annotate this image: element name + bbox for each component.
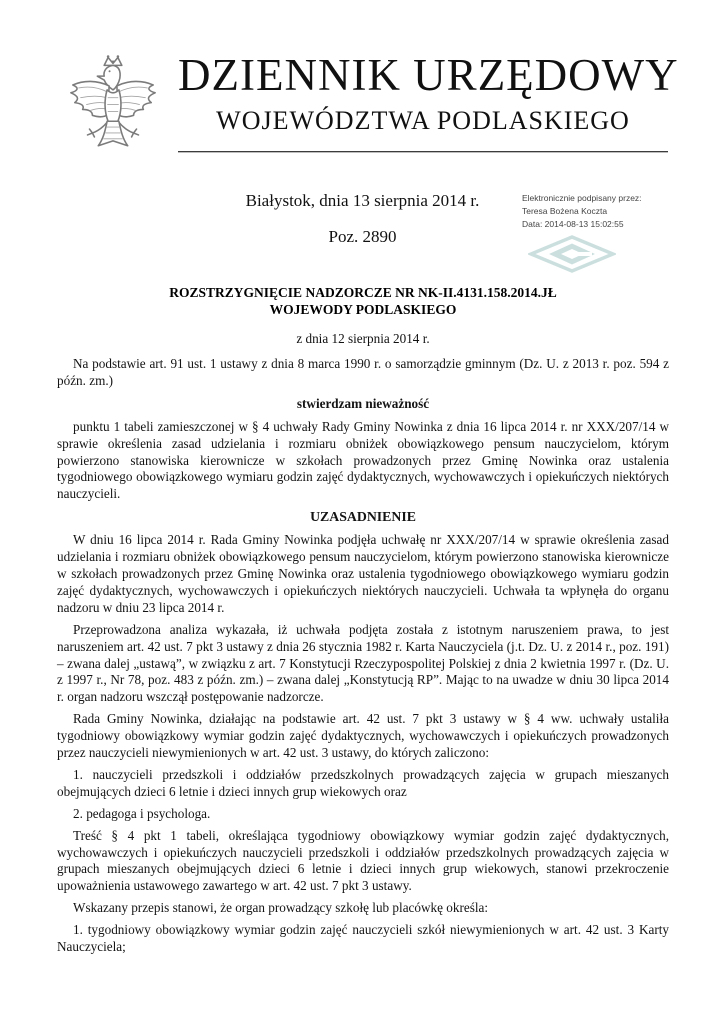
act-date-line: z dnia 12 sierpnia 2014 r. bbox=[296, 331, 430, 346]
esignature-caption: Elektronicznie podpisany przez: bbox=[522, 193, 642, 203]
position-number: Poz. 2890 bbox=[328, 227, 397, 246]
masthead-rule bbox=[178, 151, 668, 153]
journal-subtitle: WOJEWÓDZTWA PODLASKIEGO bbox=[216, 106, 630, 136]
esignature-signer: Teresa Bożena Koczta bbox=[522, 206, 608, 217]
justification-paragraph-2: Przeprowadzona analiza wykazała, iż uchwała podjęta została z istotnym naruszeniem prawa, to jest naruszeniem art. 42 ust. 7 pkt 3 ustawy z dnia 26 stycznia 1982 r. Karta Nauczyciela (j.t. Dz. U. z 2014 r., poz. 191) – zwana dalej „ustawą”, w związku z art. 7 Konstytucji Rzeczypospolitej Polskiej z dnia 2 kwietnia 1997 r. (Dz. U. z 1997 r., Nr 78, poz. 483 z późn. zm.) – zwana dalej „Konstytucją RP”. Mając to na uwadze w dniu 30 lipca 2014 r. organ nadzoru wszczął postępowanie nadzorcze. bbox=[57, 621, 669, 705]
document-body bbox=[57, 356, 669, 961]
legal-basis-paragraph: Na podstawie art. 91 ust. 1 ustawy z dnia 8 marca 1990 r. o samorządzie gminnym (Dz. U. z 2013 r. poz. 594 z późn. zm.) bbox=[57, 356, 669, 388]
justification-paragraph-5: Wskazany przepis stanowi, że organ prowadzący szkołę lub placówkę określa: bbox=[73, 900, 489, 916]
list-item-2: 2. pedagoga i psychologa. bbox=[73, 805, 211, 821]
esignature-block bbox=[522, 192, 672, 277]
ruling-scope-paragraph: punktu 1 tabeli zamieszczonej w § 4 uchwały Rady Gminy Nowinka z dnia 16 lipca 2014 r. nr XXX/207/14 w sprawie określenia zasad udzielania i rozmiaru obniżek obowiązkowego pensum nauczycielom, którym powierzono stanowiska kierownicze w szkołach prowadzonych przez Gminę Nowinka oraz ustalenia tygodniowego obowiązkowego wymiaru godzin zajęć dydaktycznych, wychowawczych i opiekuńczych niektórych nauczycieli. bbox=[57, 418, 669, 502]
act-title bbox=[57, 285, 669, 319]
list-item-1: 1. nauczycieli przedszkoli i oddziałów przedszkolnych prowadzących zajęcia w grupach mieszanych obejmujących dzieci 6 letnie i dzieci innych grup wiekowych oraz bbox=[57, 766, 669, 799]
masthead bbox=[178, 50, 679, 153]
place-date-line: Białystok, dnia 13 sierpnia 2014 r. bbox=[245, 191, 480, 210]
polish-eagle-emblem-icon bbox=[64, 50, 162, 166]
justification-heading: UZASADNIENIE bbox=[310, 509, 416, 525]
justification-paragraph-1: W dniu 16 lipca 2014 r. Rada Gminy Nowinka podjęła uchwałę nr XXX/207/14 w sprawie określenia zasad udzielania i rozmiaru obniżek obowiązkowego pensum nauczycielom, którym powierzono stanowiska kierownicze w szkołach prowadzonych przez Gminę Nowinka oraz ustalenia tygodniowego obowiązkowego wymiaru godzin zajęć dydaktycznych, wychowawczych i opiekuńczych niektórych nauczycieli. Uchwała ta wpłynęła do organu nadzoru w dniu 23 lipca 2014 r. bbox=[57, 532, 669, 615]
act-title-line2: WOJEWODY PODLASKIEGO bbox=[269, 301, 457, 317]
act-title-line1: ROZSTRZYGNIĘCIE NADZORCZE NR NK-II.4131.158.2014.JŁ bbox=[169, 285, 557, 300]
justification-paragraph-3: Rada Gminy Nowinka, działając na podstawie art. 42 ust. 7 pkt 3 ustawy w § 4 ww. uchwały ustaliła tygodniowy obowiązkowy wymiar godzin zajęć dydaktycznych, wychowawczych i opiekuńczych prowadzonych przez nauczycieli niewymienionych w art. 42 ust. 3 ustawy, do których zaliczono: bbox=[57, 711, 669, 761]
justification-paragraph-4: Treść § 4 pkt 1 tabeli, określająca tygodniowy obowiązkowy wymiar godzin zajęć dydaktycznych, wychowawczych i opiekuńczych nauczycieli przedszkoli i oddziałów przedszkolnych prowadzących zajęcia w grupach mieszanych obejmujących dzieci 6 letnie i dzieci innych grup wiekowych, stanowi przekroczenie upoważnienia ustawowego zawartego w art. 42 ust. 7 pkt 3 ustawy. bbox=[57, 827, 669, 894]
esignature-date: Data: 2014-08-13 15:02:55 bbox=[522, 219, 624, 230]
journal-title: DZIENNIK URZĘDOWY bbox=[178, 50, 679, 100]
ruling-heading: stwierdzam nieważność bbox=[296, 395, 430, 411]
list-item-3: 1. tygodniowy obowiązkowy wymiar godzin zajęć nauczycieli szkół niewymienionych w art. 42 ust. 3 Karty Nauczyciela; bbox=[57, 922, 669, 955]
esignature-seal-icon bbox=[528, 235, 672, 277]
